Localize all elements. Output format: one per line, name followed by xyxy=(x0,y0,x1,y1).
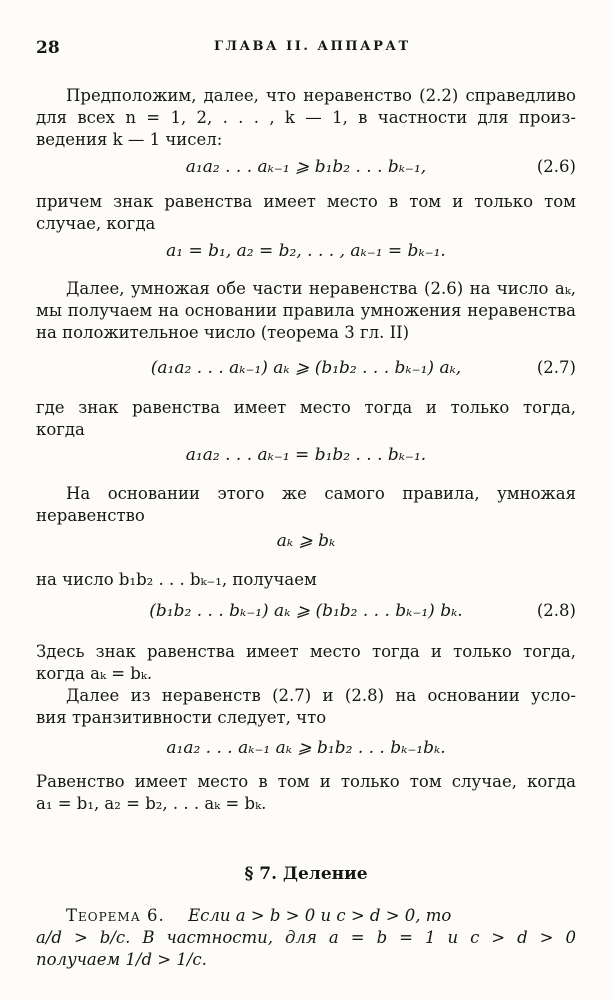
text-line: ведения k — 1 чисел: xyxy=(36,130,223,149)
text-line: мы получаем на основании правила умножения неравенства xyxy=(36,301,576,320)
equation: a₁a₂ . . . aₖ₋₁ aₖ ⩾ b₁b₂ . . . bₖ₋₁bₖ. xyxy=(166,738,446,758)
running-title: ГЛАВА II. АППАРАТ xyxy=(214,39,411,54)
equation-2-8: (b₁b₂ . . . bₖ₋₁) aₖ ⩾ (b₁b₂ . . . bₖ₋₁) bₖ. xyxy=(149,601,463,621)
text-line: a₁ = b₁, a₂ = b₂, . . . aₖ = bₖ. xyxy=(36,794,267,813)
theorem-label: Теорема 6. xyxy=(66,906,165,925)
text-line: вия транзитивности следует, что xyxy=(36,708,327,727)
section-title: § 7. Деление xyxy=(244,864,368,884)
text-line: Равенство имеет место в том и только том случае, когда xyxy=(36,772,576,791)
text-line: На основании этого же самого правила, умножая xyxy=(66,484,576,503)
theorem-line-3: получаем 1/d > 1/c. xyxy=(36,950,207,969)
equation: aₖ ⩾ bₖ xyxy=(276,531,336,551)
text-line: где знак равенства имеет место тогда и только тогда, xyxy=(36,398,576,417)
text-line: неравенство xyxy=(36,506,145,525)
text-line: когда xyxy=(36,420,85,439)
equation-number: (2.7) xyxy=(536,358,576,377)
text-line: Далее, умножая обе части неравенства (2.6) на число aₖ, xyxy=(66,279,576,298)
text-line: для всех n = 1, 2, . . . , k — 1, в частности для произ- xyxy=(36,108,576,127)
page-number: 28 xyxy=(36,38,60,58)
text-line: Далее из неравенств (2.7) и (2.8) на основании усло- xyxy=(66,686,576,705)
text-line: на положительное число (теорема 3 гл. II) xyxy=(36,323,410,342)
equation: a₁a₂ . . . aₖ₋₁ = b₁b₂ . . . bₖ₋₁. xyxy=(185,445,427,465)
theorem-statement: Если a > b > 0 и c > d > 0, то xyxy=(188,906,452,925)
text-line: случае, когда xyxy=(36,214,156,233)
text-line: Предположим, далее, что неравенство (2.2) справедливо xyxy=(66,86,576,105)
text-line: когда aₖ = bₖ. xyxy=(36,664,153,683)
theorem-line-1 xyxy=(66,906,576,926)
text-line: причем знак равенства имеет место в том и только том xyxy=(36,192,576,211)
equation-2-6: a₁a₂ . . . aₖ₋₁ ⩾ b₁b₂ . . . bₖ₋₁, xyxy=(185,157,427,177)
text-line: на число b₁b₂ . . . bₖ₋₁, получаем xyxy=(36,570,317,589)
theorem-line-2: a/d > b/c. В частности, для a = b = 1 и c > d > 0 xyxy=(36,928,576,947)
equation-number: (2.8) xyxy=(536,601,576,620)
text-line: Здесь знак равенства имеет место тогда и только тогда, xyxy=(36,642,576,661)
equation-2-7: (a₁a₂ . . . aₖ₋₁) aₖ ⩾ (b₁b₂ . . . bₖ₋₁) aₖ, xyxy=(150,358,462,378)
equation: a₁ = b₁, a₂ = b₂, . . . , aₖ₋₁ = bₖ₋₁. xyxy=(166,241,446,261)
equation-number: (2.6) xyxy=(536,157,576,176)
